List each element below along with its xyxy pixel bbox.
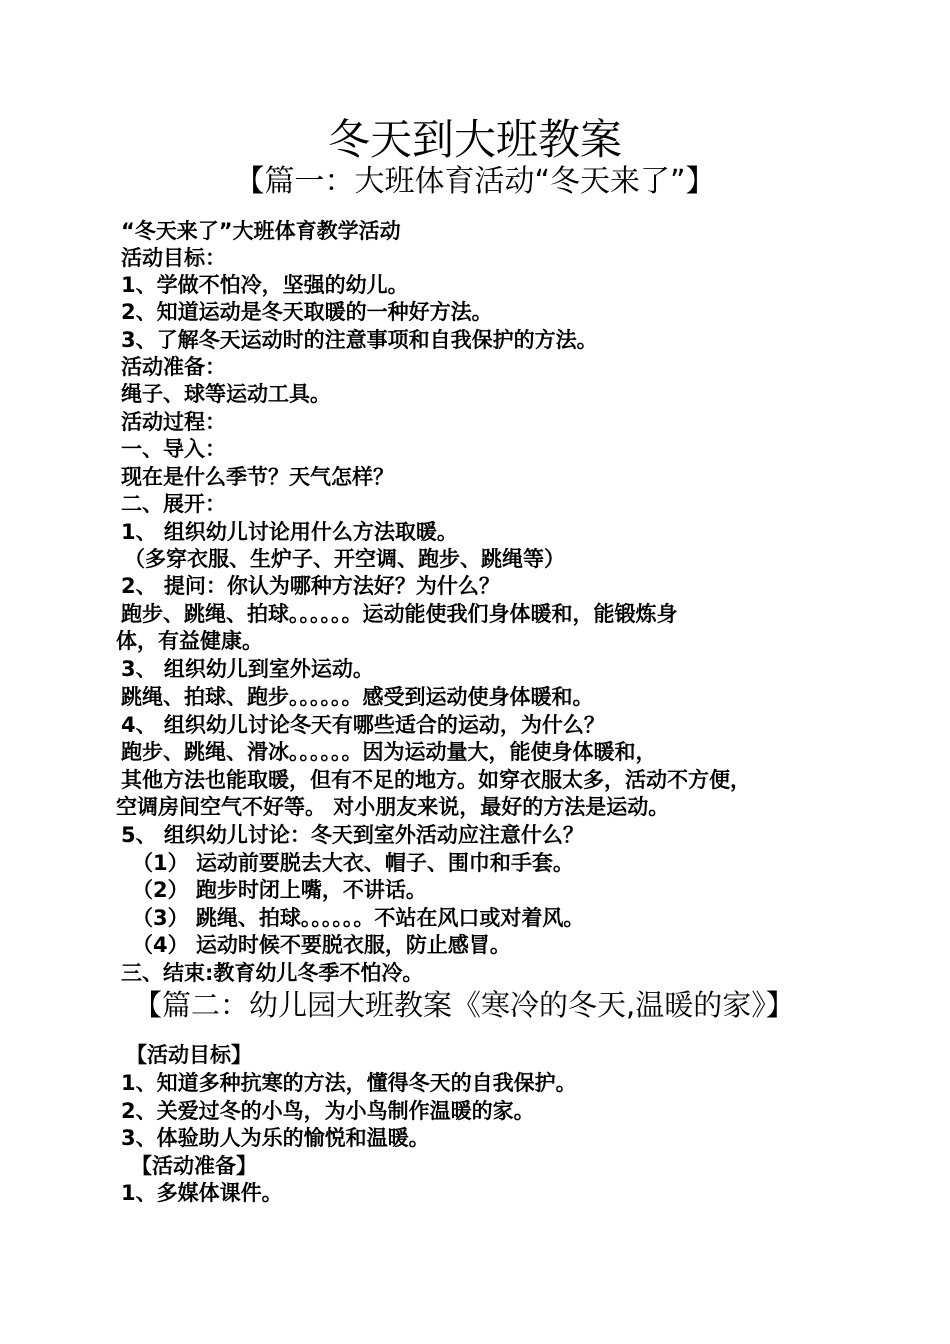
- text-line: 4、 组织幼儿讨论冬天有哪些适合的运动，为什么？: [121, 713, 605, 737]
- text-line: 三、结束:教育幼儿冬季不怕冷。: [121, 961, 424, 985]
- text-line: 空调房间空气不好等。 对小朋友来说，最好的方法是运动。: [116, 795, 670, 819]
- text-line: 【活动准备】: [131, 1154, 257, 1178]
- text-line: 跑步、跳绳、滑冰。。。。。。因为运动量大，能使身体暖和，: [121, 740, 657, 764]
- text-line: 5、 组织幼儿讨论：冬天到室外活动应注意什么？: [121, 823, 584, 847]
- text-line: 体，有益健康。: [116, 629, 263, 653]
- text-line: 1、多媒体课件。: [121, 1181, 283, 1205]
- text-line: 2、 提问：你认为哪种方法好？为什么？: [121, 574, 500, 598]
- text-line: （多穿衣服、生炉子、开空调、跑步、跳绳等）: [124, 547, 565, 571]
- text-line: 活动过程：: [121, 410, 226, 434]
- text-line: 其他方法也能取暖，但有不足的地方。如穿衣服太多，活动不方便，: [121, 768, 751, 792]
- text-line: （4） 运动时候不要脱衣服，防止感冒。: [132, 933, 511, 957]
- text-line: 3、体验助人为乐的愉悦和温暖。: [121, 1126, 430, 1150]
- text-line: 1、 组织幼儿讨论用什么方法取暖。: [121, 520, 458, 544]
- text-line: （2） 跑步时闭上嘴，不讲话。: [132, 878, 427, 902]
- text-line: 1、知道多种抗寒的方法，懂得冬天的自我保护。: [121, 1071, 577, 1095]
- part2-heading: 【篇二：幼儿园大班教案《寒冷的冬天,温暖的家》】: [133, 988, 795, 1022]
- text-line: （3） 跳绳、拍球。。。。。。不站在风口或对着风。: [132, 906, 585, 930]
- text-line: 3、 组织幼儿到室外运动。: [121, 657, 374, 681]
- document-title: 冬天到大班教案: [327, 115, 622, 164]
- text-line: 3、了解冬天运动时的注意事项和自我保护的方法。: [121, 328, 598, 352]
- text-line: 活动准备：: [121, 355, 226, 379]
- part1-heading: 【篇一：大班体育活动“冬天来了”】: [234, 164, 716, 199]
- text-line: 跑步、跳绳、拍球。。。。。。运动能使我们身体暖和，能锻炼身: [121, 602, 678, 626]
- text-line: 二、展开：: [121, 492, 226, 516]
- text-line: 现在是什么季节？天气怎样？: [121, 465, 394, 489]
- text-line: 活动目标：: [121, 246, 226, 270]
- text-line: 2、关爱过冬的小鸟，为小鸟制作温暖的家。: [121, 1099, 535, 1123]
- text-line: （1） 运动前要脱去大衣、帽子、围巾和手套。: [132, 851, 574, 875]
- text-line: 跳绳、拍球、跑步。。。。。。感受到运动使身体暖和。: [121, 685, 594, 709]
- text-line: “冬天来了”大班体育教学活动: [121, 219, 401, 243]
- text-line: 1、学做不怕冷，坚强的幼儿。: [121, 273, 409, 297]
- text-line: 绳子、球等运动工具。: [121, 382, 331, 406]
- text-line: 2、知道运动是冬天取暖的一种好方法。: [121, 300, 493, 324]
- text-line: 一、导入：: [121, 437, 226, 461]
- text-line: 【活动目标】: [126, 1043, 252, 1067]
